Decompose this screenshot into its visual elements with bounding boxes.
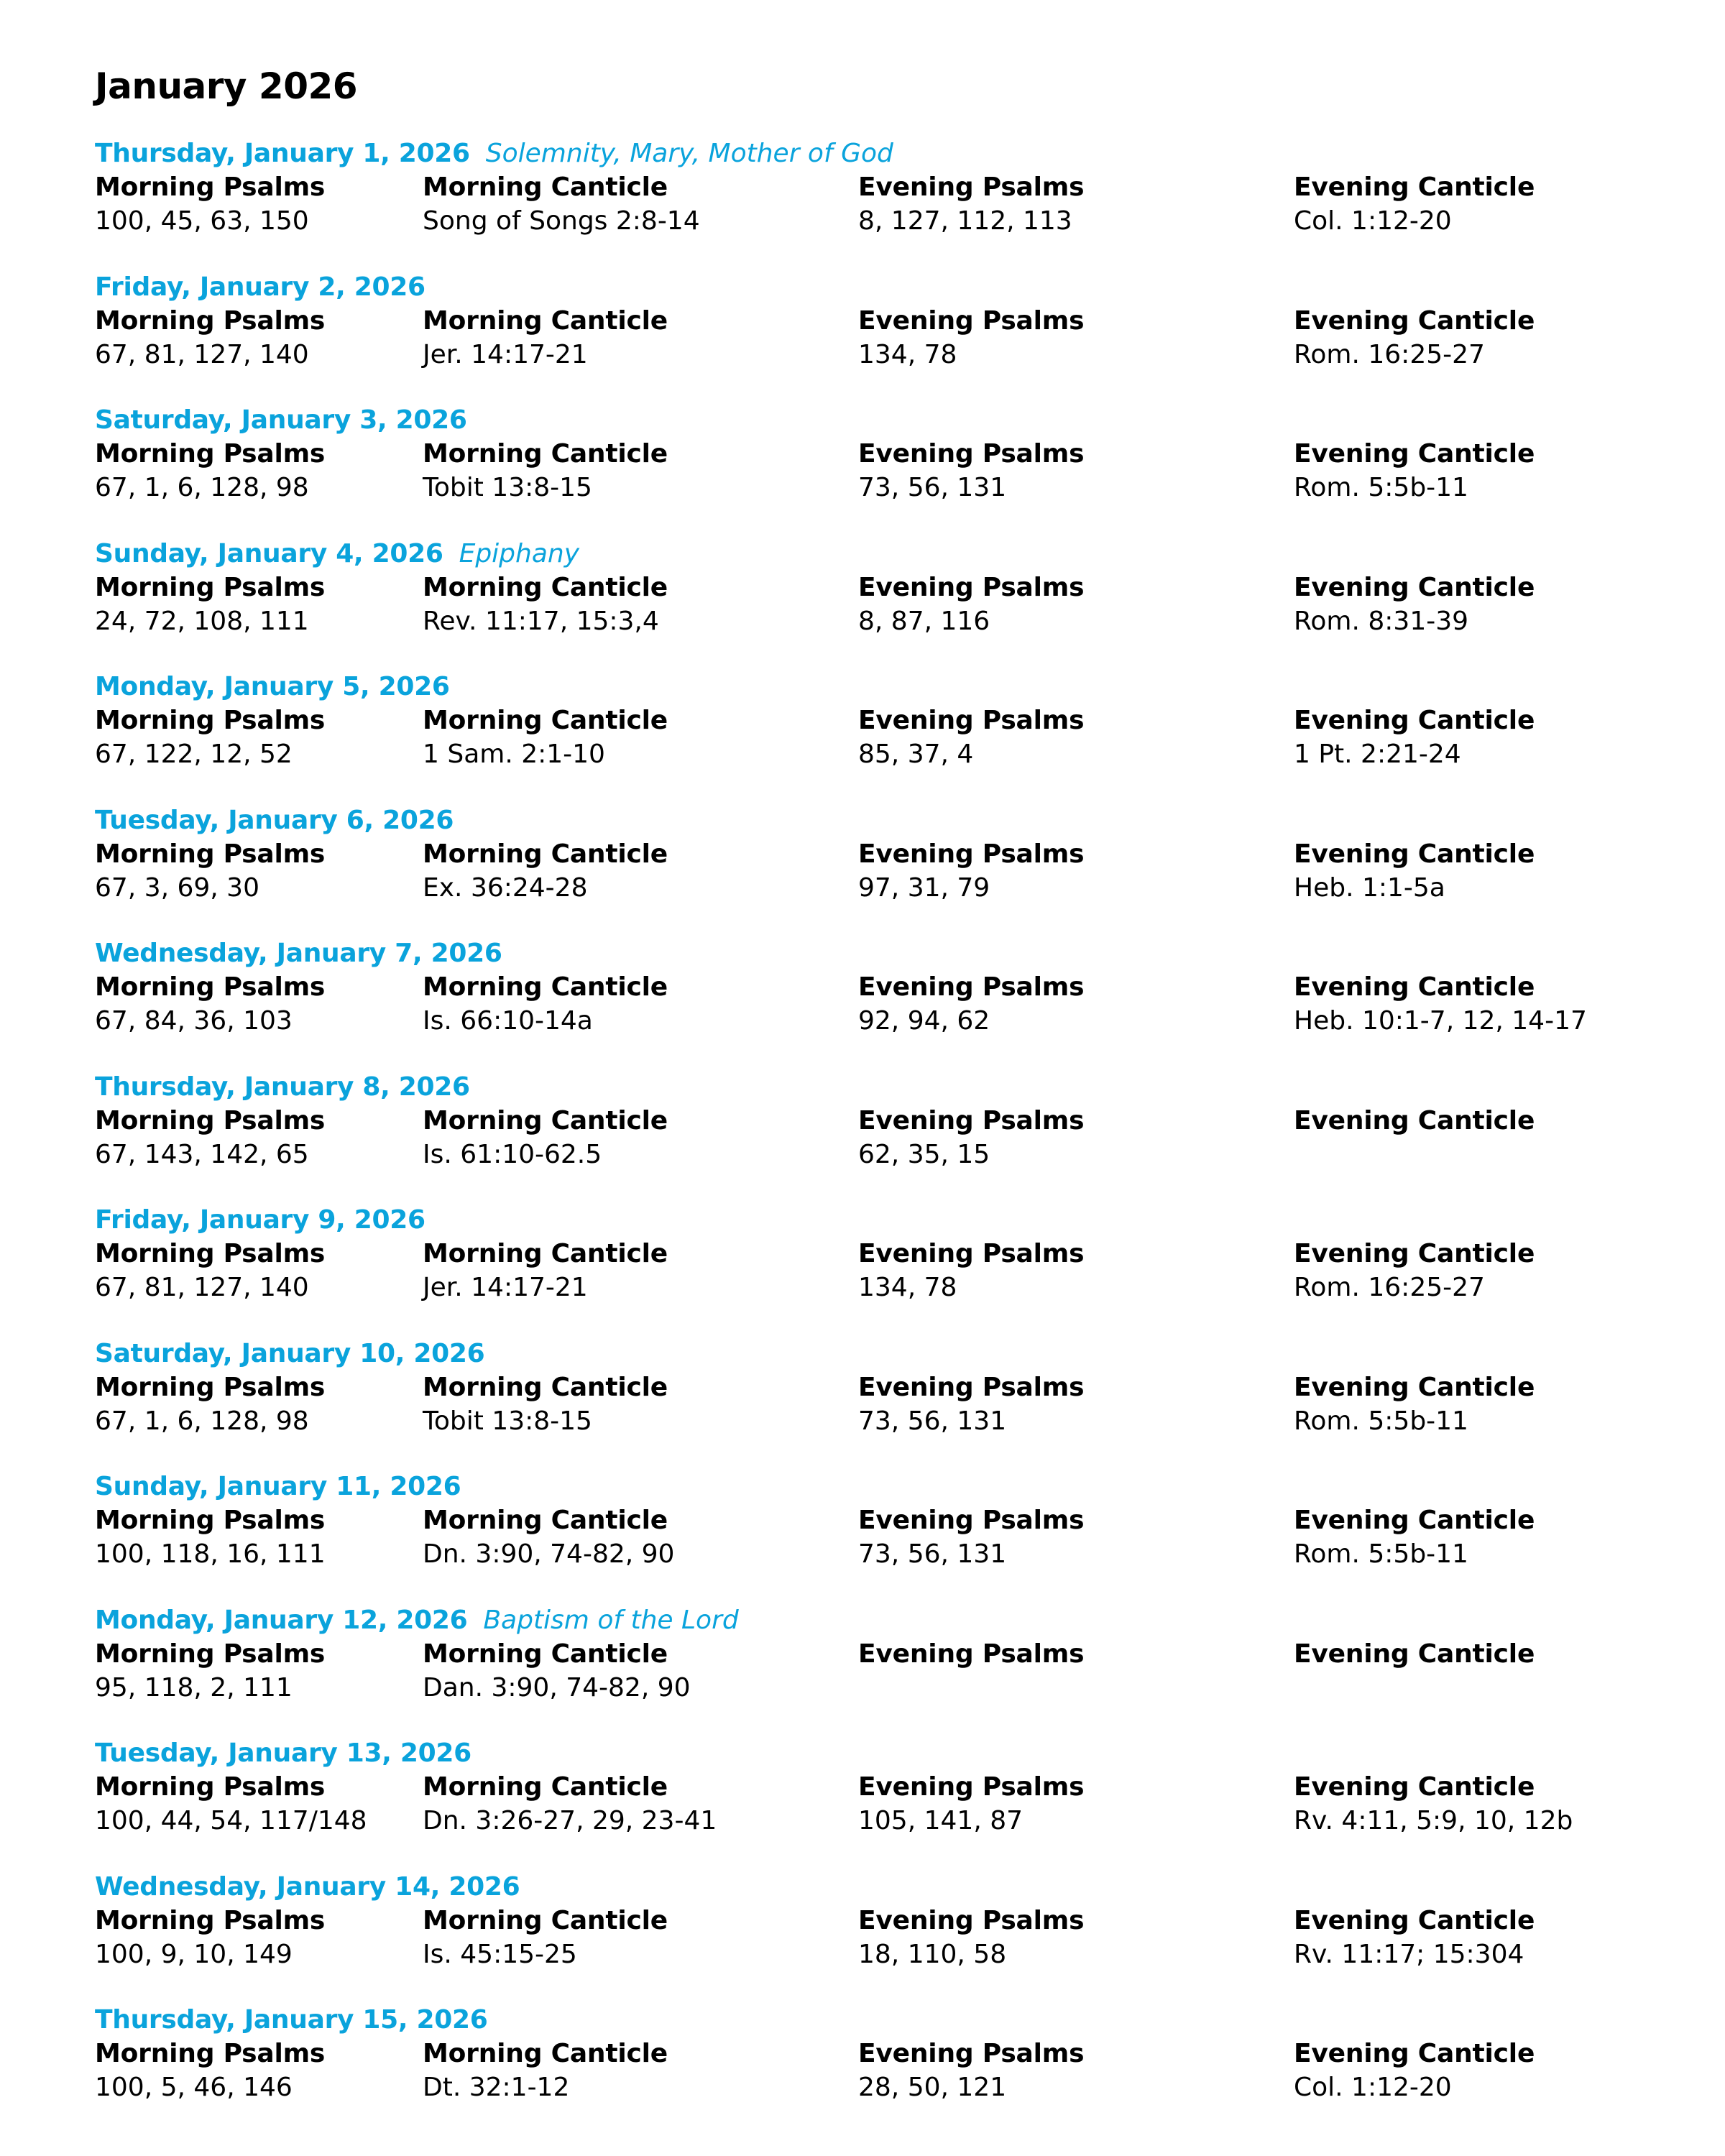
morning-psalms-column — [95, 2037, 325, 2105]
morning-psalms-label: Morning Psalms — [95, 439, 326, 469]
morning-canticle-column — [423, 305, 668, 372]
evening-psalms-column — [858, 1904, 1084, 1972]
evening-psalms-column — [858, 1771, 1084, 1838]
evening-canticle-value: Rom. 5:5b-11 — [1294, 1539, 1468, 1569]
day-entry — [95, 1736, 1633, 1870]
evening-canticle-value: Rom. 5:5b-11 — [1294, 473, 1468, 502]
day-header — [95, 1203, 1633, 1238]
evening-psalms-label: Evening Psalms — [858, 706, 1085, 735]
day-date: Monday, January 5, 2026 — [95, 672, 450, 701]
morning-psalms-label: Morning Psalms — [95, 1772, 326, 1802]
morning-psalms-label: Morning Psalms — [95, 706, 326, 735]
morning-canticle-column — [423, 971, 668, 1038]
morning-psalms-label: Morning Psalms — [95, 172, 326, 202]
morning-psalms-column — [95, 838, 325, 906]
morning-psalms-column — [95, 1504, 326, 1572]
evening-canticle-value: Rom. 16:25-27 — [1294, 1273, 1485, 1302]
readings-grid — [95, 1771, 1633, 1840]
evening-canticle-column — [1294, 305, 1535, 372]
morning-canticle-value: Tobit 13:8-15 — [423, 473, 592, 502]
evening-psalms-label: Evening Psalms — [858, 172, 1085, 202]
evening-psalms-column — [858, 171, 1084, 239]
readings-grid — [95, 1371, 1633, 1440]
evening-psalms-label: Evening Psalms — [858, 439, 1085, 469]
readings-grid — [95, 1504, 1633, 1573]
day-entry — [95, 670, 1633, 803]
morning-canticle-label: Morning Canticle — [423, 1239, 668, 1268]
evening-psalms-column — [858, 305, 1084, 372]
evening-psalms-value: 8, 87, 116 — [858, 606, 990, 636]
evening-canticle-value: Heb. 10:1-7, 12, 14-17 — [1294, 1006, 1587, 1036]
readings-grid — [95, 171, 1633, 240]
morning-psalms-label: Morning Psalms — [95, 305, 326, 336]
morning-canticle-label: Morning Canticle — [423, 305, 668, 336]
evening-psalms-value: 73, 56, 131 — [858, 1406, 1007, 1436]
morning-psalms-label: Morning Psalms — [95, 1372, 326, 1402]
morning-canticle-column — [423, 1504, 674, 1572]
evening-psalms-column — [858, 971, 1084, 1038]
day-date: Wednesday, January 14, 2026 — [95, 1871, 520, 1902]
day-list — [95, 137, 1633, 2137]
day-date: Saturday, January 3, 2026 — [95, 405, 467, 435]
morning-canticle-label: Morning Canticle — [423, 1372, 668, 1402]
evening-psalms-column — [858, 1504, 1084, 1572]
morning-canticle-column — [423, 1105, 668, 1172]
morning-canticle-value: Is. 61:10-62.5 — [423, 1139, 602, 1169]
morning-canticle-column — [423, 438, 668, 505]
morning-canticle-label: Morning Canticle — [423, 1639, 668, 1669]
evening-canticle-label: Evening Canticle — [1294, 1772, 1535, 1802]
evening-psalms-label: Evening Psalms — [858, 1905, 1085, 1935]
morning-canticle-value: Jer. 14:17-21 — [423, 1273, 588, 1302]
day-header — [95, 2003, 1633, 2037]
day-header — [95, 1603, 1633, 1638]
evening-canticle-value: 1 Pt. 2:21-24 — [1294, 740, 1461, 769]
morning-psalms-column — [95, 171, 325, 239]
morning-psalms-column — [95, 1771, 367, 1838]
evening-canticle-label: Evening Canticle — [1294, 1372, 1535, 1402]
evening-canticle-value: Rv. 4:11, 5:9, 10, 12b — [1294, 1806, 1573, 1835]
evening-canticle-column — [1294, 171, 1535, 239]
evening-canticle-value — [1294, 1138, 1535, 1172]
day-feast: Epiphany — [459, 538, 580, 568]
morning-psalms-value: 100, 45, 63, 150 — [95, 206, 309, 236]
evening-psalms-value: 73, 56, 131 — [858, 473, 1007, 502]
readings-grid — [95, 971, 1633, 1040]
evening-canticle-value: Col. 1:12-20 — [1294, 2073, 1452, 2102]
morning-psalms-column — [95, 571, 325, 639]
morning-psalms-column — [95, 1371, 325, 1439]
evening-psalms-label: Evening Psalms — [858, 572, 1085, 602]
morning-psalms-value: 100, 9, 10, 149 — [95, 1939, 293, 1969]
morning-canticle-label: Morning Canticle — [423, 172, 668, 202]
evening-psalms-column — [858, 1638, 1084, 1705]
evening-psalms-label: Evening Psalms — [858, 839, 1085, 869]
morning-canticle-label: Morning Canticle — [423, 1905, 668, 1935]
day-feast: Baptism of the Lord — [483, 1605, 739, 1635]
day-entry — [95, 1203, 1633, 1337]
day-header — [95, 270, 1633, 305]
evening-canticle-label: Evening Canticle — [1294, 305, 1535, 336]
morning-psalms-column — [95, 1105, 325, 1172]
morning-psalms-value: 100, 118, 16, 111 — [95, 1539, 326, 1569]
morning-canticle-value: Tobit 13:8-15 — [423, 1406, 592, 1436]
page-title: January 2026 — [95, 65, 358, 107]
evening-canticle-label: Evening Canticle — [1294, 972, 1535, 1002]
morning-psalms-label: Morning Psalms — [95, 1905, 326, 1935]
morning-psalms-label: Morning Psalms — [95, 1639, 326, 1669]
morning-psalms-column — [95, 305, 325, 372]
day-date: Tuesday, January 13, 2026 — [95, 1738, 472, 1768]
evening-canticle-label: Evening Canticle — [1294, 2039, 1535, 2068]
day-header — [95, 670, 1633, 704]
evening-psalms-value: 97, 31, 79 — [858, 872, 990, 903]
evening-canticle-label: Evening Canticle — [1294, 439, 1535, 469]
evening-canticle-label: Evening Canticle — [1294, 1905, 1535, 1935]
morning-canticle-value: Dn. 3:26-27, 29, 23-41 — [423, 1806, 717, 1835]
morning-psalms-label: Morning Psalms — [95, 572, 326, 602]
morning-canticle-value: Is. 66:10-14a — [423, 1006, 593, 1036]
day-header — [95, 137, 1633, 171]
evening-psalms-label: Evening Psalms — [858, 1239, 1085, 1268]
evening-canticle-column — [1294, 1771, 1573, 1838]
evening-canticle-label: Evening Canticle — [1294, 572, 1535, 602]
morning-canticle-column — [423, 1638, 691, 1705]
evening-canticle-label: Evening Canticle — [1294, 172, 1535, 202]
morning-canticle-value: Ex. 36:24-28 — [423, 872, 588, 903]
evening-canticle-value — [1294, 1671, 1535, 1705]
evening-canticle-column — [1294, 1105, 1535, 1172]
readings-grid — [95, 1238, 1633, 1307]
day-entry — [95, 1337, 1633, 1470]
readings-grid — [95, 1904, 1633, 1973]
evening-psalms-value: 105, 141, 87 — [858, 1806, 1024, 1835]
morning-psalms-label: Morning Psalms — [95, 1105, 326, 1135]
morning-canticle-value: Dn. 3:90, 74-82, 90 — [423, 1539, 675, 1569]
morning-psalms-value: 95, 118, 2, 111 — [95, 1672, 293, 1703]
day-entry — [95, 2003, 1633, 2137]
evening-psalms-column — [858, 838, 1084, 906]
morning-psalms-value: 24, 72, 108, 111 — [95, 606, 309, 636]
day-header — [95, 537, 1633, 571]
evening-psalms-value: 62, 35, 15 — [858, 1139, 990, 1169]
morning-canticle-column — [423, 171, 700, 239]
day-date: Thursday, January 1, 2026 — [95, 139, 470, 168]
day-entry — [95, 1470, 1633, 1603]
morning-canticle-label: Morning Canticle — [423, 439, 668, 469]
evening-psalms-label: Evening Psalms — [858, 1639, 1085, 1669]
day-date: Tuesday, January 6, 2026 — [95, 805, 454, 835]
morning-canticle-column — [423, 2037, 668, 2105]
day-date: Friday, January 2, 2026 — [95, 272, 426, 302]
readings-grid — [95, 571, 1633, 640]
morning-psalms-label: Morning Psalms — [95, 972, 326, 1002]
day-date: Friday, January 9, 2026 — [95, 1205, 426, 1235]
morning-canticle-label: Morning Canticle — [423, 839, 668, 869]
morning-canticle-label: Morning Canticle — [423, 1772, 668, 1802]
evening-canticle-value: Heb. 1:1-5a — [1294, 872, 1445, 903]
morning-canticle-column — [423, 1771, 717, 1838]
evening-psalms-value: 18, 110, 58 — [858, 1939, 1007, 1969]
day-header — [95, 1337, 1633, 1371]
evening-canticle-value: Col. 1:12-20 — [1294, 206, 1452, 236]
morning-canticle-column — [423, 1371, 668, 1439]
morning-psalms-column — [95, 1904, 325, 1972]
evening-psalms-column — [858, 1238, 1084, 1305]
evening-psalms-value: 73, 56, 131 — [858, 1539, 1007, 1569]
evening-canticle-column — [1294, 971, 1587, 1038]
morning-psalms-column — [95, 704, 325, 772]
day-feast: Solemnity, Mary, Mother of God — [485, 139, 893, 168]
evening-psalms-label: Evening Psalms — [858, 1772, 1085, 1802]
morning-psalms-column — [95, 1638, 325, 1705]
readings-grid — [95, 305, 1633, 374]
morning-canticle-label: Morning Canticle — [423, 1105, 668, 1135]
morning-psalms-label: Morning Psalms — [95, 839, 326, 869]
evening-canticle-label: Evening Canticle — [1294, 1105, 1535, 1135]
day-entry — [95, 1603, 1633, 1737]
morning-canticle-value: Dt. 32:1-12 — [423, 2073, 570, 2102]
evening-canticle-label: Evening Canticle — [1294, 1239, 1535, 1268]
day-entry — [95, 803, 1633, 937]
evening-canticle-label: Evening Canticle — [1294, 1506, 1535, 1535]
day-date: Saturday, January 10, 2026 — [95, 1338, 485, 1368]
morning-canticle-column — [423, 1904, 668, 1972]
day-entry — [95, 1070, 1633, 1204]
morning-canticle-value: Dan. 3:90, 74-82, 90 — [423, 1672, 691, 1703]
morning-psalms-value: 67, 3, 69, 30 — [95, 872, 259, 903]
day-header — [95, 403, 1633, 438]
evening-canticle-column — [1294, 1638, 1535, 1705]
readings-grid — [95, 1105, 1633, 1174]
morning-psalms-value: 67, 122, 12, 52 — [95, 740, 293, 769]
morning-psalms-label: Morning Psalms — [95, 1506, 326, 1535]
evening-canticle-column — [1294, 838, 1535, 906]
evening-psalms-value: 8, 127, 112, 113 — [858, 206, 1072, 236]
morning-psalms-value: 67, 84, 36, 103 — [95, 1006, 293, 1036]
evening-canticle-column — [1294, 1238, 1535, 1305]
morning-canticle-label: Morning Canticle — [423, 972, 668, 1002]
evening-psalms-value: 134, 78 — [858, 339, 957, 369]
morning-canticle-value: Song of Songs 2:8-14 — [423, 206, 700, 236]
day-header — [95, 1470, 1633, 1504]
morning-canticle-value: Rev. 11:17, 15:3,4 — [423, 606, 659, 636]
evening-canticle-label: Evening Canticle — [1294, 1639, 1535, 1669]
readings-grid — [95, 2037, 1633, 2106]
evening-psalms-value: 85, 37, 4 — [858, 740, 974, 769]
evening-canticle-value: Rom. 16:25-27 — [1294, 339, 1485, 369]
evening-canticle-column — [1294, 1904, 1535, 1972]
evening-canticle-value: Rom. 8:31-39 — [1294, 606, 1469, 636]
evening-psalms-label: Evening Psalms — [858, 972, 1085, 1002]
evening-psalms-label: Evening Psalms — [858, 1372, 1085, 1402]
morning-canticle-value: Jer. 14:17-21 — [423, 339, 588, 369]
evening-canticle-column — [1294, 1504, 1535, 1572]
readings-grid — [95, 704, 1633, 773]
day-header — [95, 1736, 1633, 1771]
evening-psalms-label: Evening Psalms — [858, 2039, 1085, 2068]
evening-psalms-label: Evening Psalms — [858, 1506, 1085, 1535]
day-entry — [95, 403, 1633, 537]
evening-psalms-column — [858, 438, 1084, 505]
morning-canticle-label: Morning Canticle — [423, 706, 668, 735]
day-date: Sunday, January 11, 2026 — [95, 1472, 461, 1501]
calendar-page — [95, 63, 1633, 2137]
morning-psalms-column — [95, 1238, 325, 1305]
day-entry — [95, 137, 1633, 270]
morning-canticle-column — [423, 838, 668, 906]
readings-grid — [95, 438, 1633, 507]
evening-psalms-label: Evening Psalms — [858, 305, 1085, 336]
readings-grid — [95, 838, 1633, 907]
morning-psalms-column — [95, 438, 325, 505]
morning-psalms-column — [95, 971, 325, 1038]
evening-canticle-column — [1294, 2037, 1535, 2105]
morning-psalms-value: 67, 143, 142, 65 — [95, 1139, 309, 1169]
evening-canticle-column — [1294, 571, 1535, 639]
evening-psalms-column — [858, 2037, 1084, 2105]
morning-canticle-value: 1 Sam. 2:1-10 — [423, 740, 605, 769]
day-entry — [95, 1870, 1633, 2004]
morning-psalms-value: 67, 1, 6, 128, 98 — [95, 473, 309, 502]
evening-canticle-column — [1294, 704, 1535, 772]
readings-grid — [95, 1638, 1633, 1707]
day-header — [95, 1870, 1633, 1904]
day-date: Thursday, January 15, 2026 — [95, 2005, 488, 2035]
day-date: Wednesday, January 7, 2026 — [95, 939, 502, 968]
morning-canticle-label: Morning Canticle — [423, 2039, 668, 2068]
morning-psalms-value: 100, 5, 46, 146 — [95, 2073, 293, 2102]
evening-canticle-column — [1294, 438, 1535, 505]
morning-psalms-value: 67, 1, 6, 128, 98 — [95, 1406, 309, 1436]
morning-canticle-label: Morning Canticle — [423, 1506, 668, 1535]
evening-psalms-label: Evening Psalms — [858, 1105, 1085, 1135]
day-header — [95, 936, 1633, 971]
day-entry — [95, 537, 1633, 671]
evening-canticle-value: Rv. 11:17; 15:304 — [1294, 1939, 1524, 1969]
day-header — [95, 1070, 1633, 1105]
evening-canticle-value: Rom. 5:5b-11 — [1294, 1406, 1468, 1436]
morning-canticle-column — [423, 704, 668, 772]
evening-psalms-value: 134, 78 — [858, 1273, 957, 1302]
evening-psalms-value: 28, 50, 121 — [858, 2073, 1007, 2102]
evening-canticle-label: Evening Canticle — [1294, 839, 1535, 869]
morning-canticle-label: Morning Canticle — [423, 572, 668, 602]
morning-psalms-label: Morning Psalms — [95, 1239, 326, 1268]
day-date: Thursday, January 8, 2026 — [95, 1072, 470, 1102]
morning-canticle-column — [423, 1238, 668, 1305]
morning-psalms-label: Morning Psalms — [95, 2039, 326, 2068]
day-date: Sunday, January 4, 2026 — [95, 538, 443, 568]
evening-psalms-column — [858, 1105, 1084, 1172]
day-entry — [95, 936, 1633, 1070]
evening-canticle-label: Evening Canticle — [1294, 706, 1535, 735]
evening-psalms-column — [858, 571, 1084, 639]
morning-canticle-column — [423, 571, 668, 639]
morning-psalms-value: 100, 44, 54, 117/148 — [95, 1806, 367, 1835]
evening-psalms-value — [858, 1671, 1084, 1705]
morning-psalms-value: 67, 81, 127, 140 — [95, 1273, 309, 1302]
day-header — [95, 803, 1633, 838]
morning-psalms-value: 67, 81, 127, 140 — [95, 339, 309, 369]
evening-psalms-column — [858, 704, 1084, 772]
morning-canticle-value: Is. 45:15-25 — [423, 1939, 577, 1969]
evening-psalms-column — [858, 1371, 1084, 1439]
evening-psalms-value: 92, 94, 62 — [858, 1006, 990, 1036]
day-entry — [95, 270, 1633, 404]
evening-canticle-column — [1294, 1371, 1535, 1439]
day-date: Monday, January 12, 2026 — [95, 1605, 468, 1635]
